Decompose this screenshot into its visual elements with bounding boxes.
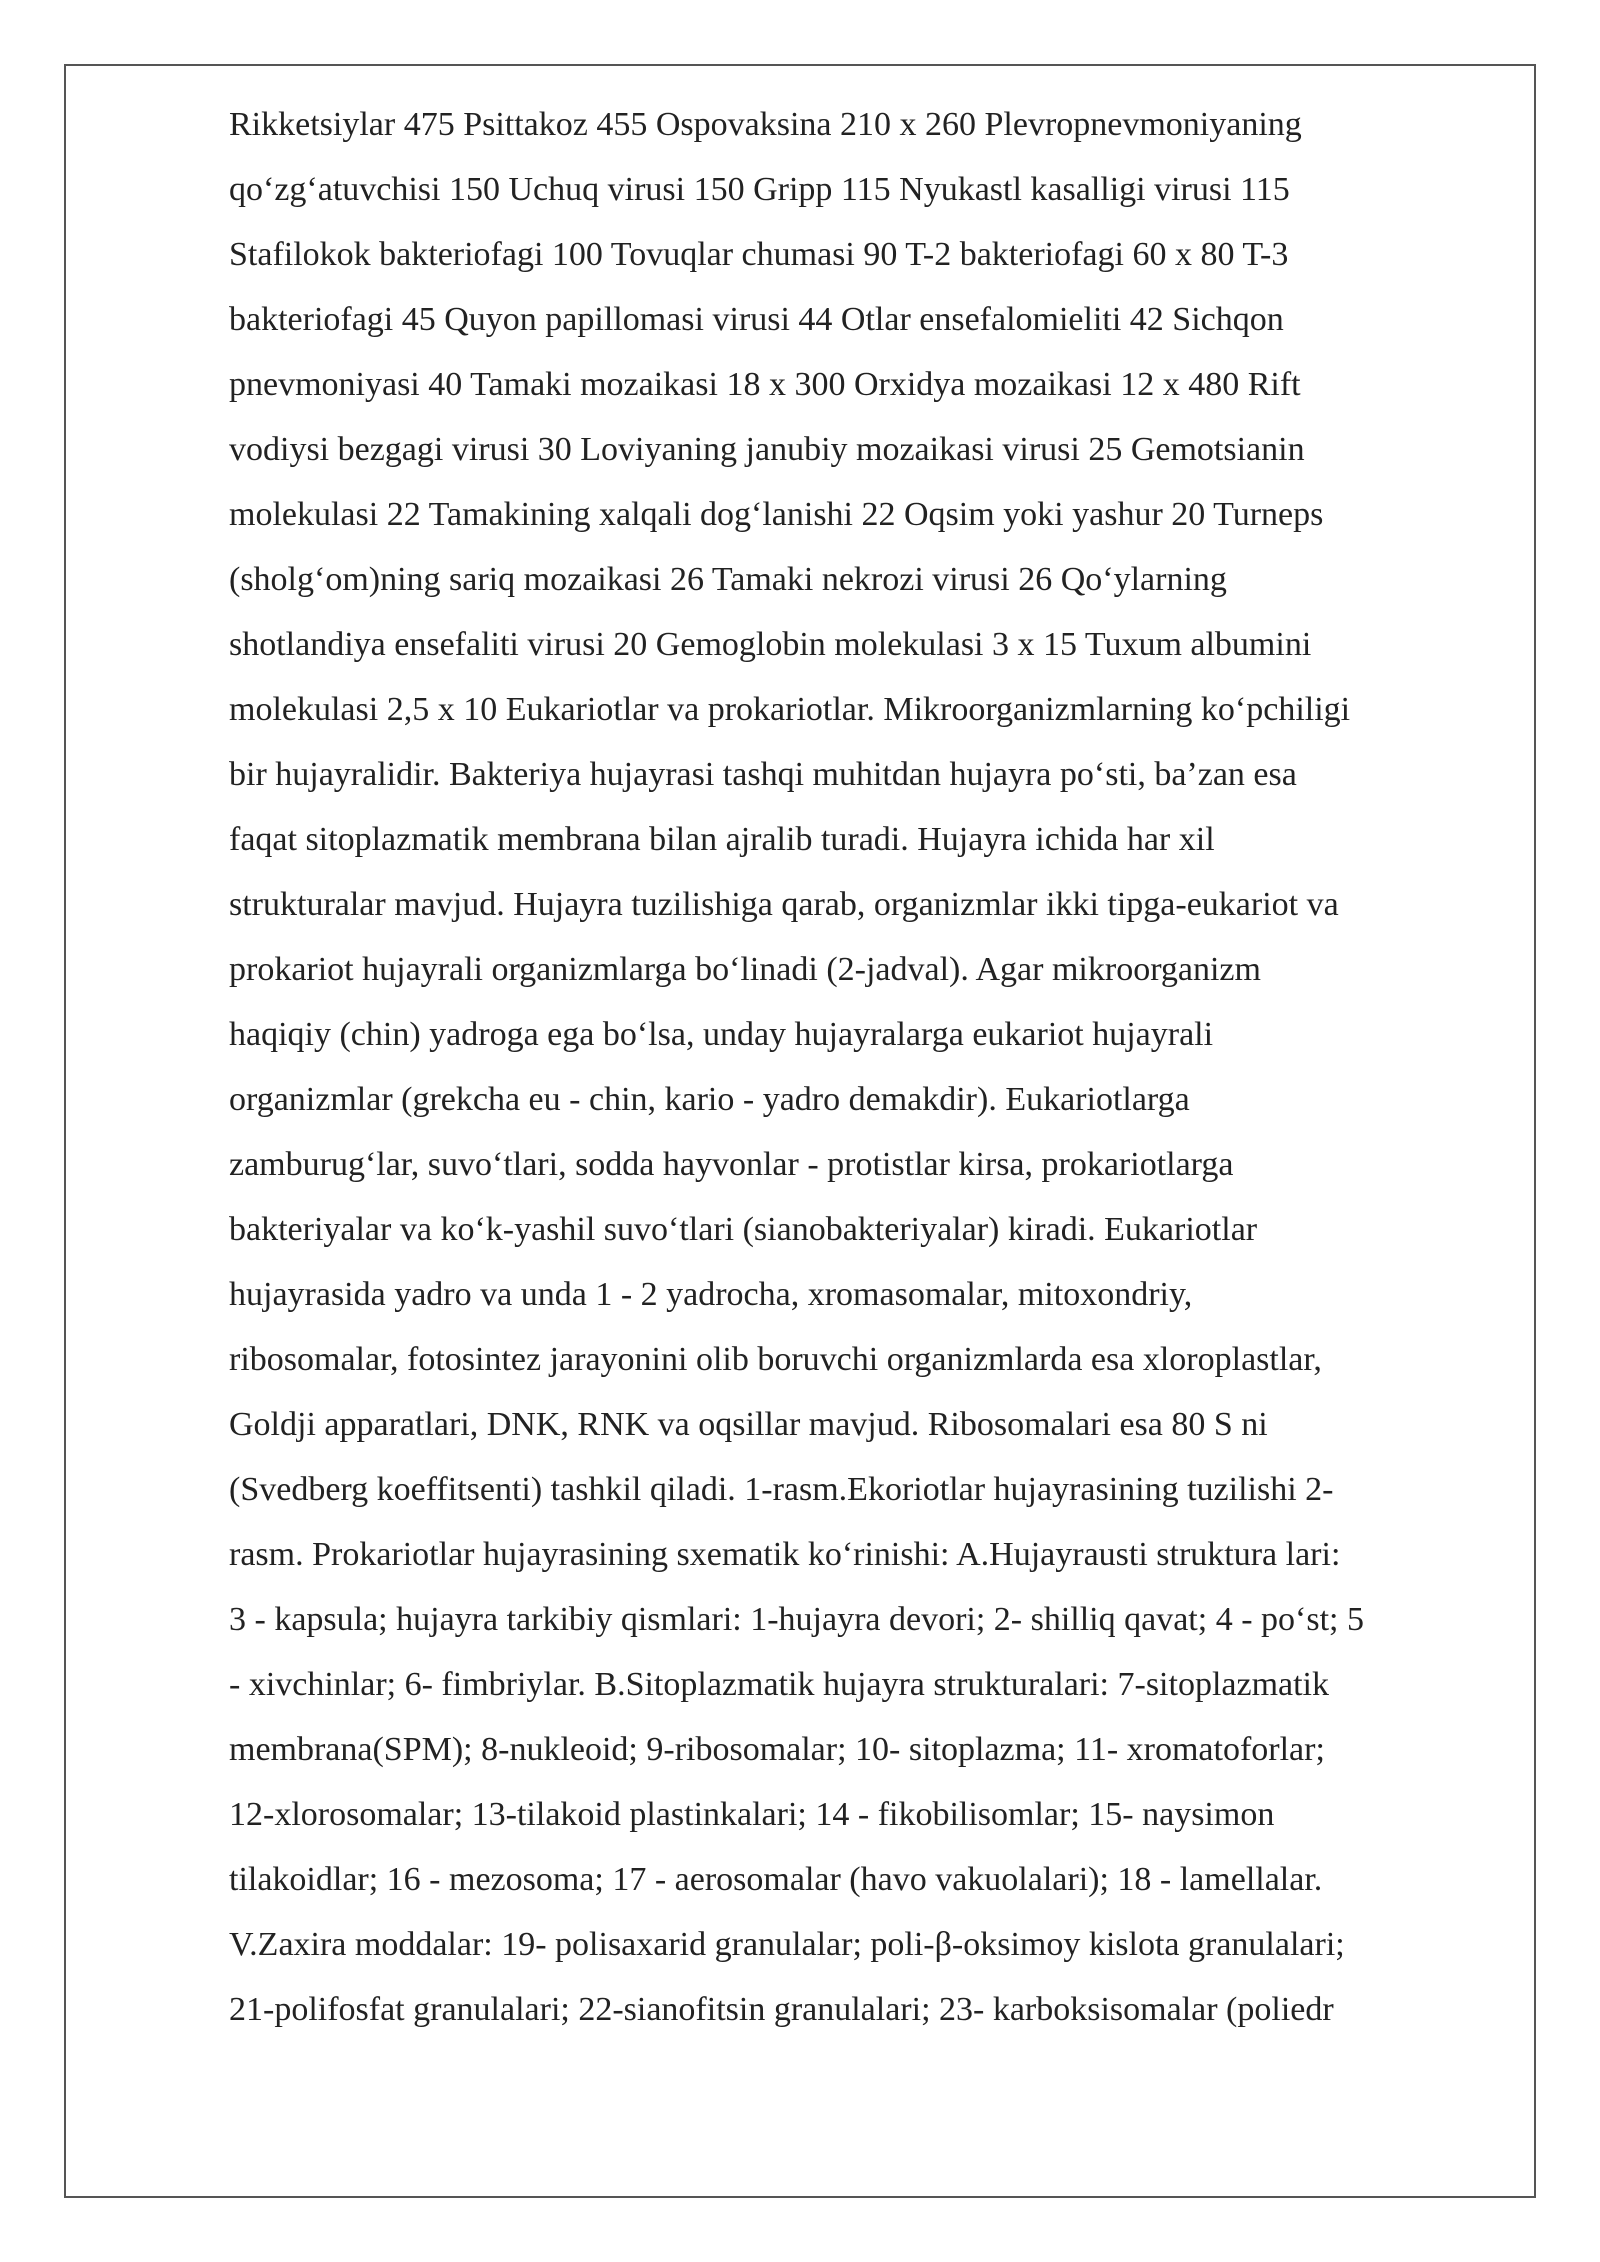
text-line: haqiqiy (chin) yadroga ega bo‘lsa, unday hujayralarga eukariot hujayrali — [229, 1016, 1214, 1053]
text-line: 3 - kapsula; hujayra tarkibiy qismlari: 1-hujayra devori; 2- shilliq qavat; 4 - po‘st; 5 — [229, 1601, 1364, 1638]
text-line: V.Zaxira moddalar: 19- polisaxarid granulalar; poli-β-oksimoy kislota granulalari; — [229, 1926, 1345, 1963]
text-line: tilakoidlar; 16 - mezosoma; 17 - aerosomalar (havo vakuolalari); 18 - lamellalar. — [229, 1861, 1323, 1898]
text-line: shotlandiya ensefaliti virusi 20 Gemoglobin molekulasi 3 x 15 Tuxum albumini — [229, 626, 1312, 663]
text-line: (sholg‘om)ning sariq mozaikasi 26 Tamaki nekrozi virusi 26 Qo‘ylarning — [229, 561, 1227, 598]
text-line: organizmlar (grekcha eu - chin, kario - yadro demakdir). Eukariotlarga — [229, 1081, 1190, 1118]
text-line: zamburug‘lar, suvo‘tlari, sodda hayvonlar - protistlar kirsa, prokariotlarga — [229, 1146, 1234, 1183]
text-line: molekulasi 2,5 x 10 Eukariotlar va prokariotlar. Mikroorganizmlarning ko‘pchiligi — [229, 691, 1351, 728]
body-text — [229, 92, 1569, 2042]
text-line: hujayrasida yadro va unda 1 - 2 yadrocha, xromasomalar, mitoxondriy, — [229, 1276, 1193, 1313]
text-line: 21-polifosfat granulalari; 22-sianofitsin granulalari; 23- karboksisomalar (poliedr — [229, 1991, 1334, 2028]
text-line: Rikketsiylar 475 Psittakoz 455 Ospovaksina 210 x 260 Plevropnevmoniyaning — [229, 106, 1302, 143]
text-line: molekulasi 22 Tamakining xalqali dog‘lanishi 22 Oqsim yoki yashur 20 Turneps — [229, 496, 1324, 533]
text-line: (Svedberg koeffitsenti) tashkil qiladi. 1-rasm.Ekoriotlar hujayrasining tuzilishi 2- — [229, 1471, 1334, 1508]
text-line: bir hujayralidir. Bakteriya hujayrasi tashqi muhitdan hujayra po‘sti, ba’zan esa — [229, 756, 1297, 793]
text-line: - xivchinlar; 6- fimbriylar. B.Sitoplazmatik hujayra strukturalari: 7-sitoplazmatik — [229, 1666, 1330, 1703]
text-line: prokariot hujayrali organizmlarga bo‘linadi (2-jadval). Agar mikroorganizm — [229, 951, 1261, 988]
text-line: bakteriofagi 45 Quyon papillomasi virusi 44 Otlar ensefalomieliti 42 Sichqon — [229, 301, 1284, 338]
text-line: bakteriyalar va ko‘k-yashil suvo‘tlari (sianobakteriyalar) kiradi. Eukariotlar — [229, 1211, 1258, 1248]
text-line: Goldji apparatlari, DNK, RNK va oqsillar mavjud. Ribosomalari esa 80 S ni — [229, 1406, 1268, 1443]
text-line: Stafilokok bakteriofagi 100 Tovuqlar chumasi 90 T-2 bakteriofagi 60 x 80 T-3 — [229, 236, 1289, 273]
text-line: 12-xlorosomalar; 13-tilakoid plastinkalari; 14 - fikobilisomlar; 15- naysimon — [229, 1796, 1275, 1833]
text-line: membrana(SPM); 8-nukleoid; 9-ribosomalar; 10- sitoplazma; 11- xromatoforlar; — [229, 1731, 1325, 1768]
text-line: pnevmoniyasi 40 Tamaki mozaikasi 18 x 300 Orxidya mozaikasi 12 x 480 Rift — [229, 366, 1301, 403]
page-frame — [64, 64, 1536, 2198]
text-line: faqat sitoplazmatik membrana bilan ajralib turadi. Hujayra ichida har xil — [229, 821, 1215, 858]
text-line: rasm. Prokariotlar hujayrasining sxematik ko‘rinishi: A.Hujayrausti struktura lari: — [229, 1536, 1341, 1573]
text-line: ribosomalar, fotosintez jarayonini olib boruvchi organizmlarda esa xloroplastlar, — [229, 1341, 1322, 1378]
text-line: qo‘zg‘atuvchisi 150 Uchuq virusi 150 Gripp 115 Nyukastl kasalligi virusi 115 — [229, 171, 1290, 208]
text-line: vodiysi bezgagi virusi 30 Loviyaning janubiy mozaikasi virusi 25 Gemotsianin — [229, 431, 1305, 468]
text-line: strukturalar mavjud. Hujayra tuzilishiga qarab, organizmlar ikki tipga-eukariot va — [229, 886, 1339, 923]
